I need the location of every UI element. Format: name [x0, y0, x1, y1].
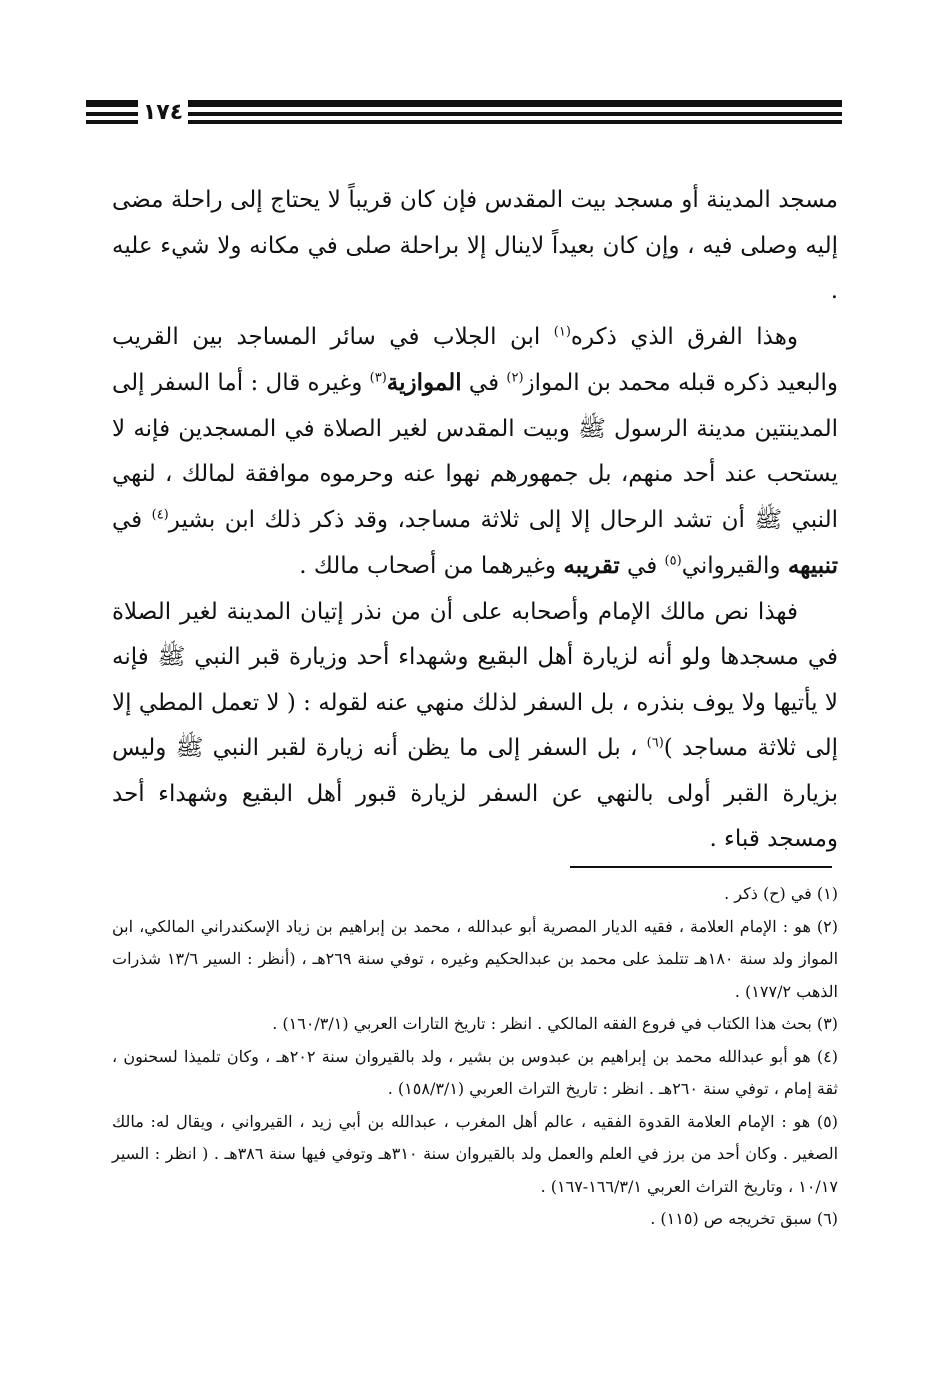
footnotes: [112, 878, 838, 1236]
footnote-separator: [570, 866, 832, 868]
header-rule-left: [86, 112, 138, 116]
book-title-tanbih: تنبيهه: [787, 552, 838, 579]
footnote-3: (٣) بحث هذا الكتاب في فروع الفقه المالكي . انظر : تاريخ التارات العربي (١٦٠/٣/١) .: [272, 1014, 838, 1033]
text-run: وغيره قال : أما السفر إلى المدينتين مدينة الرسول ﷺ وبيت المقدس لغير الصلاة في المسجدين فإنه لا يستحب عند أحد منهم، بل جمهورهم نهوا عنه وحرموه موافقة لمالك ، لنهي النبي ﷺ أن تشد الرحال إلا إلى ثلاثة مساجد، وقد ذكر ذلك ابن بشير: [111, 370, 838, 533]
book-title-mawaziya: الموازية: [386, 369, 462, 396]
paragraph-2: [112, 315, 838, 590]
text-run: في: [112, 506, 152, 533]
footnote-1: (١) في (ح) ذكر .: [724, 884, 838, 903]
footnote-2: (٢) هو : الإمام العلامة ، فقيه الديار المصرية أبو عبدالله ، محمد بن إبراهيم بن زياد الإسكندراني المالكي، ابن المواز ولد سنة ١٨٠هـ تتلمذ على محمد بن عبدالحكيم وغيره ، توفي سنة ٢٦٩هـ ، (أنظر : السير ١٣/٦ شذرات الذهب ١٧٧/٢) .: [112, 916, 839, 1001]
main-text: [112, 178, 838, 863]
footnote-ref-4[interactable]: (٤): [151, 506, 169, 522]
text-run: ابن الجلاب في سائر المساجد بين القريب والبعيد ذكره قبله محمد بن المواز: [112, 323, 838, 396]
header-rule-left: [86, 120, 138, 124]
paragraph-3: [112, 590, 838, 863]
text-run: وهذا الفرق الذي ذكره: [570, 323, 798, 350]
text-run: والقيرواني: [681, 553, 788, 579]
header-rule-right: [188, 100, 842, 107]
header-rule-right: [188, 112, 842, 116]
footnote-6: (٦) سبق تخريجه ص (١١٥) .: [650, 1209, 838, 1228]
book-title-taqrib: تقريبه: [563, 552, 620, 579]
footnote-5: (٥) هو : الإمام العلامة القدوة الفقيه ، عالم أهل المغرب ، عبدالله بن أبي زيد ، القيرواني ، ويقال له: مالك الصغير . وكان أحد من برز في العلم والعمل ولد بالقيروان سنة ٣١٠هـ وتوفي فيها سنة ٣٨٦هـ . ( انظر : السير ١٠/١٧ ، وتاريخ التراث العربي ١٦٦/٣/١-١٦٧) .: [112, 1111, 839, 1196]
footnote-ref-5[interactable]: (٥): [664, 553, 682, 569]
footnote-ref-2[interactable]: (٢): [506, 370, 524, 386]
text-run: ، بل السفر إلى ما يظن أنه زيارة لقبر النبي ﷺ وليس بزيارة القبر أولى بالنهي عن السفر لزيارة قبور أهل البقيع وشهداء أحد ومسجد قباء .: [112, 735, 838, 852]
page-number: ١٧٤: [142, 100, 184, 125]
page-header: [86, 98, 842, 128]
footnote-ref-1[interactable]: (١): [553, 323, 571, 339]
footnote-4: (٤) هو أبو عبدالله محمد بن إبراهيم بن عبدوس بن بشير ، ولد بالقيروان سنة ٢٠٢هـ ، وكان تلميذا لسحنون ، ثقة إمام ، توفي سنة ٢٦٠هـ . انظر : تاريخ التراث العربي (١٥٨/٣/١) .: [112, 1046, 838, 1098]
text-run: في: [619, 553, 665, 579]
text-run: وغيرهما من أصحاب مالك .: [299, 553, 564, 579]
text-run: فهذا نص مالك الإمام وأصحابه على أن من نذر إتيان المدينة لغير الصلاة في مسجدها ولو أنه لزيارة أهل البقيع وشهداء أحد وزيارة قبر النبي ﷺ فإنه لا يأتيها ولا يوف بنذره ، بل السفر لذلك منهي عنه لقوله : ( لا تعمل المطي إلا إلى ثلاثة مساجد ): [112, 598, 838, 761]
header-rule-right: [188, 120, 842, 124]
paragraph-1: مسجد المدينة أو مسجد بيت المقدس فإن كان قريباً لا يحتاج إلى راحلة مضى إليه وصلى فيه ، وإن كان بعيداً لاينال إلا براحلة صلى في مكانه ولا شيء عليه .: [112, 187, 838, 304]
footnote-ref-3[interactable]: (٣): [369, 370, 387, 386]
text-run: في: [461, 370, 507, 396]
header-rule-left: [86, 100, 138, 107]
footnote-ref-6[interactable]: (٦): [646, 735, 664, 751]
